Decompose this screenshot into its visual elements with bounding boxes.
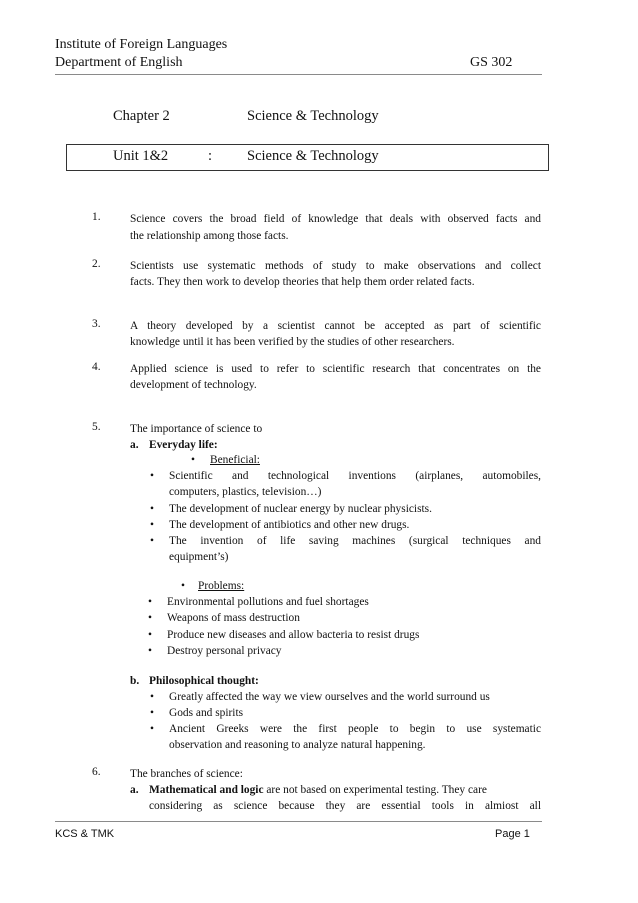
branches-line-1 [149,782,487,798]
item-4-line-1: Applied science is used to refer to scientific research that concentrates on the [130,363,541,375]
item-2-line-2: facts. They then work to develop theories that help them order related facts. [130,276,475,288]
beneficial-item-4-line-2: equipment’s) [169,551,229,563]
problems-heading: Problems: [198,580,245,592]
branches-line-1-rest: are not based on experimental testing. They care [263,784,487,796]
philosophical-item-2: Gods and spirits [169,707,244,719]
branches-title: Mathematical and logic [149,784,264,796]
item-number: 5. [92,421,101,433]
beneficial-item-1-line-2: computers, plastics, television…) [169,486,322,498]
bullet-icon: • [150,470,154,482]
page-number: Page 1 [495,828,530,840]
item-number: 3. [92,318,101,330]
problem-item-2: Weapons of mass destruction [167,612,300,624]
everyday-label: a. [130,439,139,451]
item-1-line-1: Science covers the broad field of knowledge that deals with observed facts and [130,213,541,225]
beneficial-item-4-line-1: The invention of life saving machines (surgical techniques and [169,535,541,547]
item-number: 1. [92,211,101,223]
philosophical-item-1: Greatly affected the way we view ourselves and the world surround us [169,691,490,703]
bullet-icon: • [181,580,185,592]
bullet-icon: • [191,454,195,466]
philosophical-label: b. [130,675,140,687]
bullet-icon: • [148,596,152,608]
branches-line-2: considering as science because they are essential tools in almiost all [149,800,541,812]
problem-item-4: Destroy personal privacy [167,645,282,657]
unit-title: Science & Technology [247,148,379,164]
header-rule [55,74,542,75]
bullet-icon: • [150,503,154,515]
beneficial-item-2: The development of nuclear energy by nuclear physicists. [169,503,432,515]
bullet-icon: • [150,723,154,735]
problem-item-1: Environmental pollutions and fuel shortages [167,596,369,608]
everyday-title: Everyday life: [149,439,218,451]
bullet-icon: • [150,519,154,531]
item-2-line-1: Scientists use systematic methods of study to make observations and collect [130,260,541,272]
course-code: GS 302 [470,55,513,70]
bullet-icon: • [148,645,152,657]
philosophical-title: Philosophical thought: [149,675,259,687]
philosophical-item-3-line-1: Ancient Greeks were the first people to begin to use systematic [169,723,541,735]
bullet-icon: • [150,707,154,719]
bullet-icon: • [148,629,152,641]
item-3-line-2: knowledge until it has been verified by the studies of other researchers. [130,336,455,348]
beneficial-item-3: The development of antibiotics and other new drugs. [169,519,410,531]
branches-label: a. [130,784,139,796]
bullet-icon: • [148,612,152,624]
institute-name: Institute of Foreign Languages [55,37,228,52]
item-4-line-2: development of technology. [130,379,257,391]
item-5-text: The importance of science to [130,423,263,435]
item-number: 6. [92,766,101,778]
bullet-icon: • [150,535,154,547]
footer-left: KCS & TMK [55,828,115,840]
problem-item-3: Produce new diseases and allow bacteria to resist drugs [167,629,420,641]
chapter-title: Science & Technology [247,108,379,124]
item-number: 4. [92,361,101,373]
item-3-line-1: A theory developed by a scientist cannot be accepted as part of scientific [130,320,541,332]
item-6-text: The branches of science: [130,768,243,780]
bullet-icon: • [150,691,154,703]
philosophical-item-3-line-2: observation and reasoning to analyze natural happening. [169,739,426,751]
footer-rule [55,821,542,822]
chapter-label: Chapter 2 [113,108,170,124]
beneficial-item-1-line-1: Scientific and technological inventions (airplanes, automobiles, [169,470,541,482]
unit-colon: : [208,148,213,164]
beneficial-heading: Beneficial: [210,454,260,466]
item-number: 2. [92,258,101,270]
unit-label: Unit 1&2 [113,148,169,164]
department-name: Department of English [55,55,183,70]
item-1-line-2: the relationship among those facts. [130,230,289,242]
